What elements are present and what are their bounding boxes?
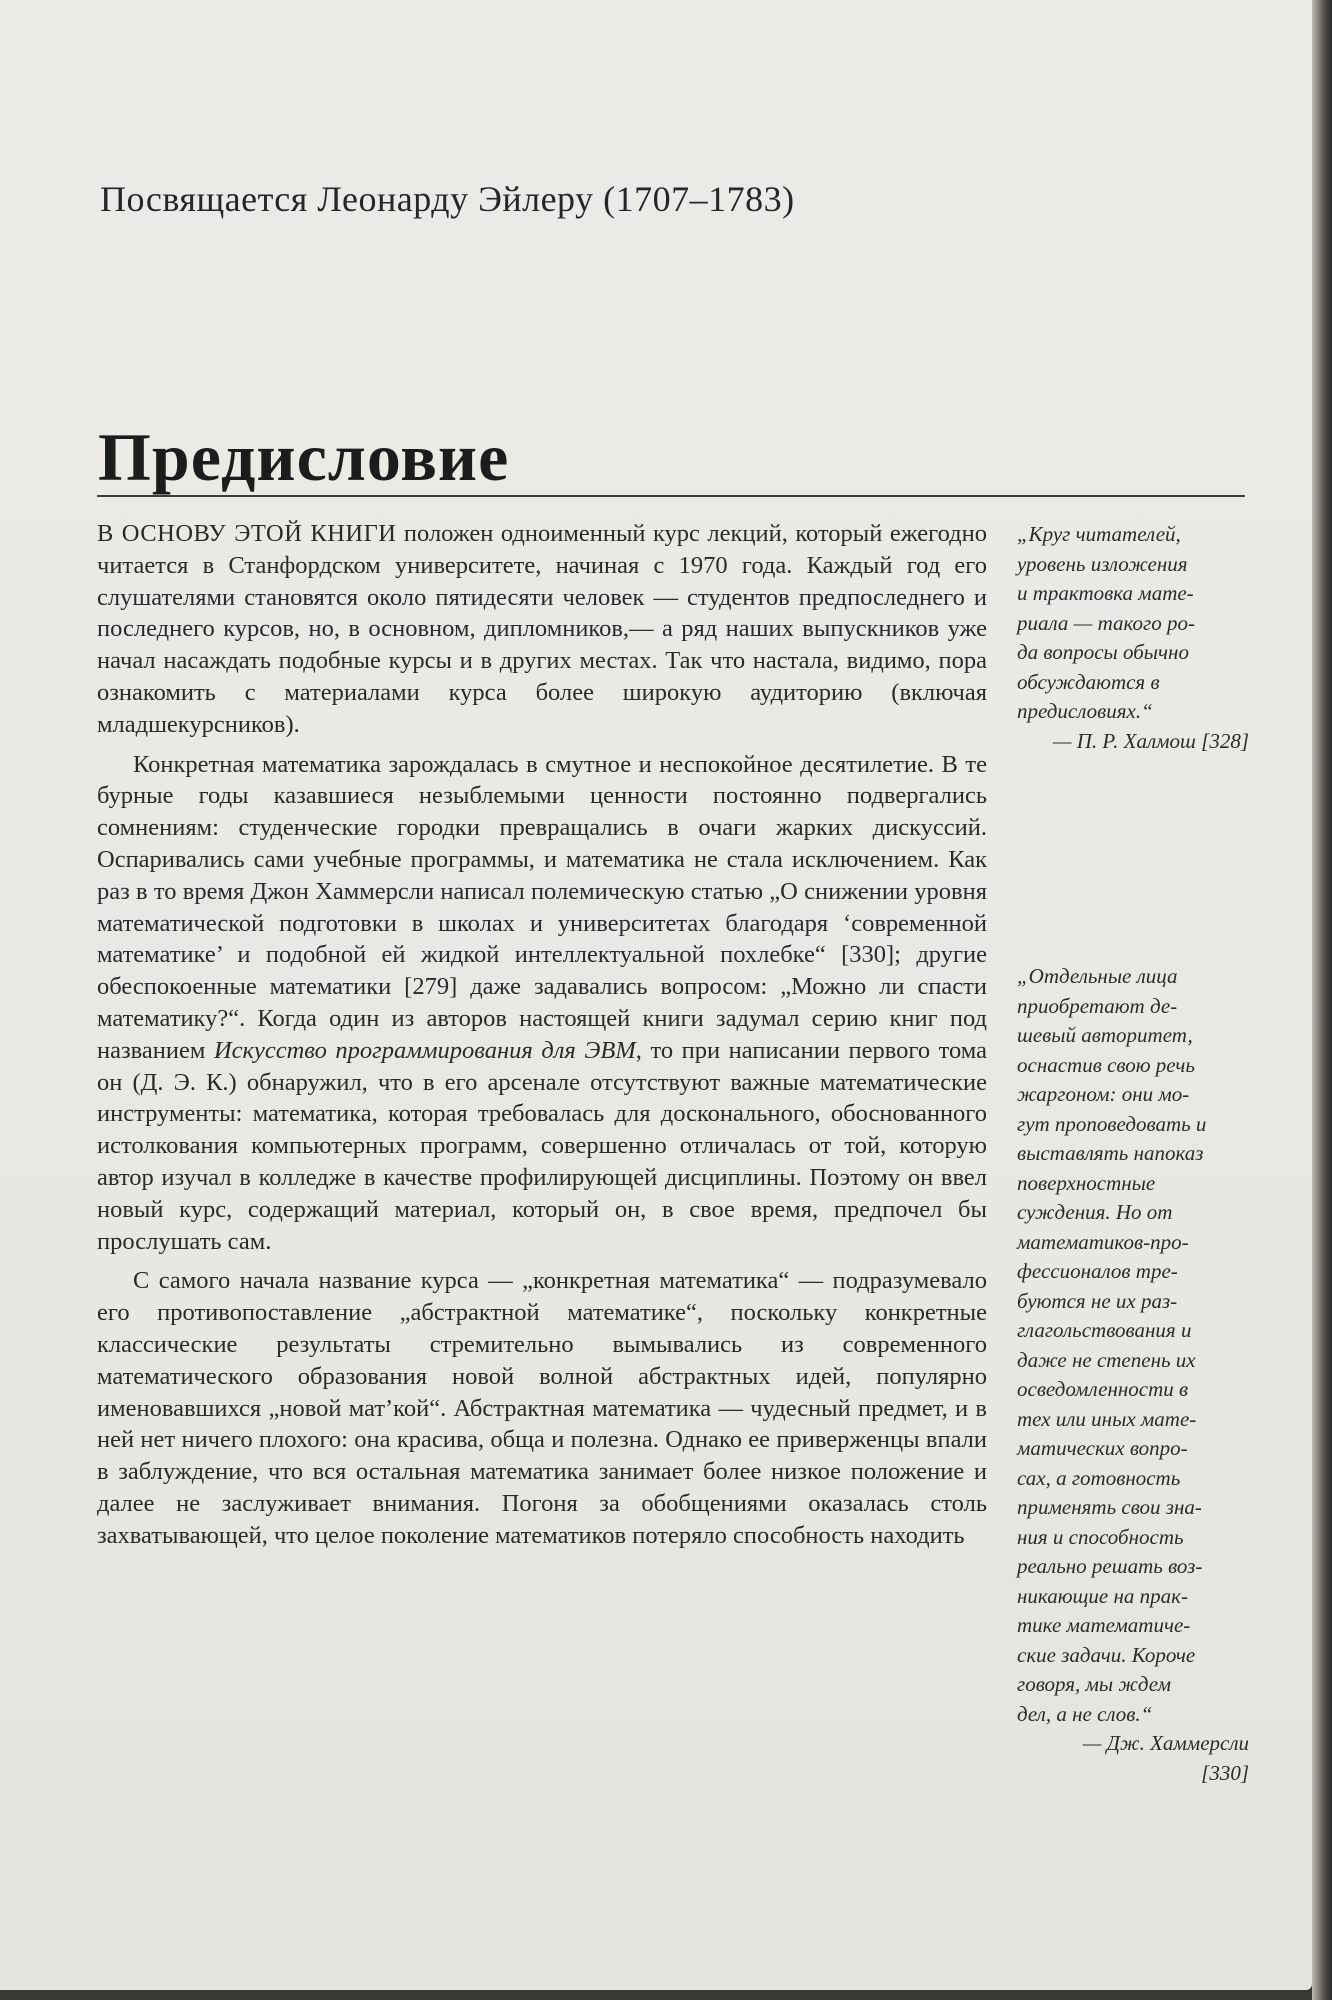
note-line: никающие на прак- xyxy=(1017,1583,1188,1608)
paragraph-3: С самого начала название курса — „конкретная математика“ — подразумевало его противопоставление „абстрактной математике“, поскольку конкретные классические результаты стремительно вымывались из современного математического образования новой волной абстрактных идей, популярно именовавшихся „новой мат’кой“. Абстрактная математика — чудесный предмет, и в ней нет ничего плохого: она красива, обща и полезна. Однако ее приверженцы впали в заблуждение, что вся остальная математика занимает более низкое положение и далее не заслуживает внимания. Погоня за обобщениями оказалась столь захватывающей, что целое поколение математиков потеряло способность находить xyxy=(97,1267,987,1549)
chapter-title: Предисловие xyxy=(98,419,510,495)
note-line: и трактовка мате- xyxy=(1017,581,1194,605)
book-title-italic: Искусство программирования для ЭВМ xyxy=(213,1036,636,1064)
paragraph-1-lead: В ОСНОВУ ЭТОЙ КНИГИ xyxy=(97,520,397,547)
dedication: Посвящается Леонарду Эйлеру (1707–1783) xyxy=(100,179,795,219)
note-line: фессионалов тре- xyxy=(1017,1259,1178,1283)
note-line: применять свои зна- xyxy=(1017,1495,1202,1519)
note-attribution: — П. Р. Халмош [328] xyxy=(1052,728,1249,753)
note-line: тике математиче- xyxy=(1017,1613,1191,1637)
paragraph-2-part-a: Конкретная математика зарождалась в смутное и неспокойное десятилетие. В те бурные годы казавшиеся незыблемыми ценности постоянно подвергались сомнениям: студенческие городки превращались в очаги жарких дискуссий. Оспаривались сами учебные программы, и математика не стала исключением. Как раз в то время Джон Хаммерсли написал полемическую статью „О снижении уровня математической подготовки в школах и университетах благодаря ‘современной математике’ и подобной ей жидкой интеллектуальной похлебке“ [330]; другие обеспокоенные математики [279] даже задавались вопросом: „Можно ли спасти математику?“. Когда один из авторов настоящей книги задумал серию книг под названием xyxy=(97,750,987,1064)
book-spine-edge xyxy=(1312,0,1332,2000)
note-line: жаргоном: они мо- xyxy=(1017,1082,1190,1106)
paragraph-1-body: положен одноименный курс лекций, который ежегодно читается в Станфордском университете, начиная с 1970 года. Каждый год его слушателями становятся около пятидесяти человек — студентов предпоследнего и последнего курсов, но, в основном, дипломников,— а ряд наших выпускников уже начал насаждать подобные курсы и в других местах. Так что настала, видимо, пора ознакомить с материалами курса более широкую аудиторию (включая младшекурсников). xyxy=(97,520,987,738)
note-line: гут проповедовать и xyxy=(1017,1111,1207,1136)
note-line: риала — такого ро- xyxy=(1017,610,1195,635)
note-attribution-ref: [330] xyxy=(1201,1760,1249,1785)
margin-note-hammersley xyxy=(1017,962,1249,1788)
title-rule xyxy=(97,495,1245,497)
note-line: уровень изложения xyxy=(1017,551,1188,576)
note-line: поверхностные xyxy=(1017,1170,1156,1195)
note-line: матических вопро- xyxy=(1017,1436,1188,1460)
note-attribution: — Дж. Хаммерсли xyxy=(1082,1731,1249,1755)
paragraph-1 xyxy=(97,518,987,741)
note-line: осведомленности в xyxy=(1017,1377,1189,1401)
note-line: да вопросы обычно xyxy=(1017,640,1189,664)
note-line: математиков-про- xyxy=(1017,1229,1189,1254)
note-line: ния и способность xyxy=(1017,1524,1184,1549)
note-line: буются не их раз- xyxy=(1017,1288,1178,1313)
paragraph-2 xyxy=(97,749,987,1258)
paragraph-2-part-b: , то при написании первого тома он (Д. Э. К.) обнаружил, что в его арсенале отсутствуют важные математические инструменты: математика, которая требовалась для досконального, обоснованного истолкования компьютерных программ, совершенно отличалась от той, которую автор изучал в колледже в качестве профилирующей дисциплины. Поэтому он ввел новый курс, содержащий материал, который он, в свое время, предпочел бы прослушать сам. xyxy=(97,1036,988,1255)
note-line: ские задачи. Короче xyxy=(1017,1642,1196,1667)
note-line: „Круг читателей, xyxy=(1017,522,1181,546)
note-line: „Отдельные лица xyxy=(1017,964,1178,988)
note-line: оснастив свою речь xyxy=(1017,1052,1195,1077)
note-line: выставлять напоказ xyxy=(1017,1141,1204,1165)
note-line: суждения. Но от xyxy=(1017,1200,1173,1224)
note-line: дел, а не слов.“ xyxy=(1017,1701,1153,1726)
note-line: предисловиях.“ xyxy=(1017,699,1153,723)
note-line: реально решать воз- xyxy=(1017,1554,1203,1578)
note-line: приобретают де- xyxy=(1017,993,1178,1018)
note-line: глагольствования и xyxy=(1017,1318,1192,1342)
margin-note-halmos xyxy=(1017,520,1249,756)
note-line: обсуждаются в xyxy=(1017,669,1160,694)
note-line: говоря, мы ждем xyxy=(1017,1672,1172,1696)
note-line: сах, а готовность xyxy=(1017,1465,1181,1490)
note-line: тех или иных мате- xyxy=(1017,1406,1197,1431)
main-text xyxy=(97,518,987,1560)
note-line: даже не степень их xyxy=(1017,1347,1196,1372)
note-line: шевый авторитет, xyxy=(1017,1023,1193,1047)
